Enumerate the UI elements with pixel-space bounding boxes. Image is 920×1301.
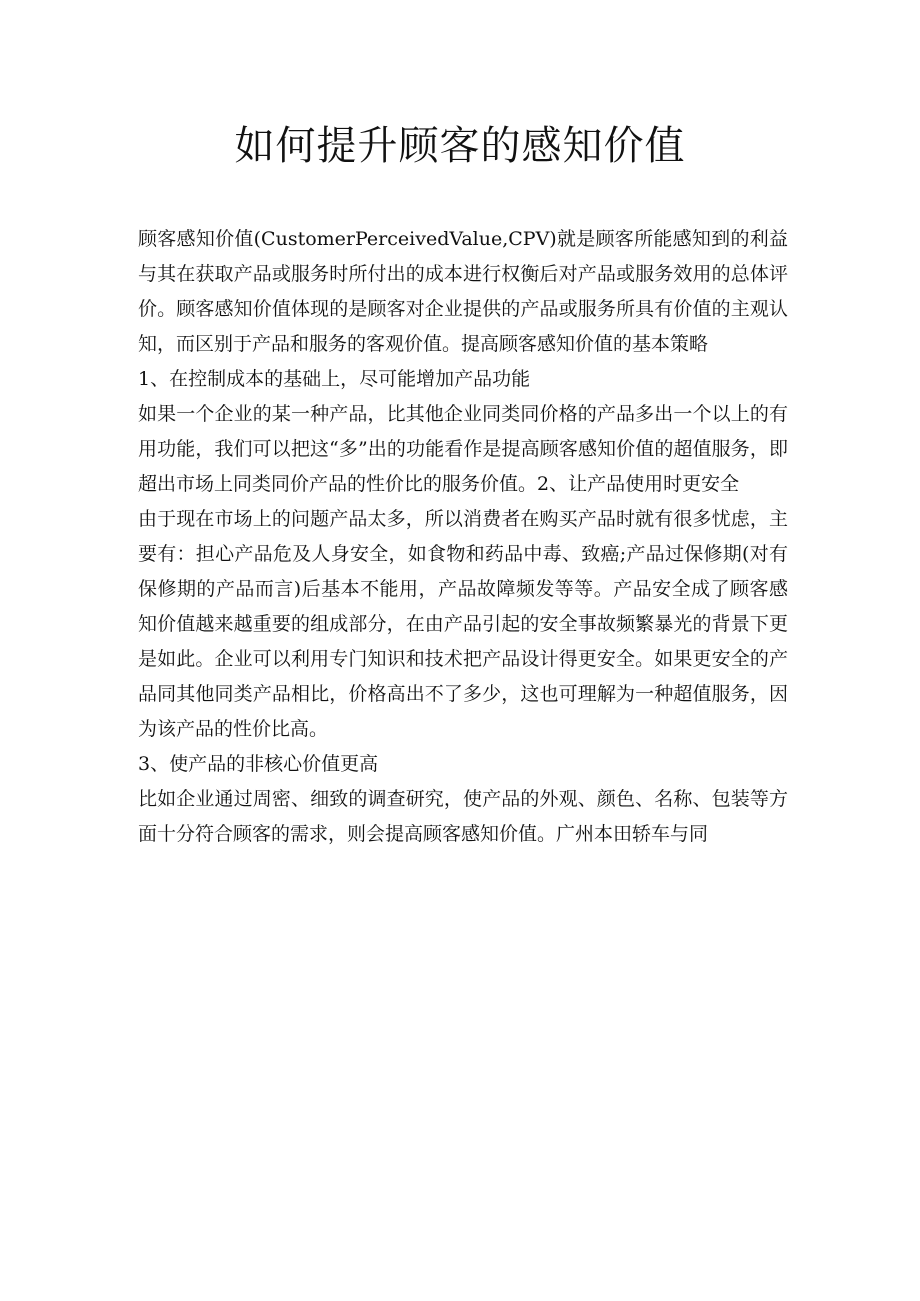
paragraph-intro: 顾客感知价值(CustomerPerceivedValue,CPV)就是顾客所能感知到的利益与其在获取产品或服务时所付出的成本进行权衡后对产品或服务效用的总体评价。顾客感知价值体现的是顾客对企业提供的产品或服务所具有价值的主观认知，而区别于产品和服务的客观价值。提高顾客感知价值的基本策略 xyxy=(138,228,788,355)
document-body xyxy=(138,222,788,852)
paragraph-noncore-value: 比如企业通过周密、细致的调查研究，使产品的外观、颜色、名称、包装等方面十分符合顾客的需求，则会提高顾客感知价值。广州本田轿车与同 xyxy=(138,788,788,845)
page-title: 如何提升顾客的感知价值 xyxy=(234,123,686,169)
section-heading-1: 1、在控制成本的基础上，尽可能增加产品功能 xyxy=(138,368,531,390)
paragraph-functions: 如果一个企业的某一种产品，比其他企业同类同价格的产品多出一个以上的有用功能，我们可以把这“多”出的功能看作是提高顾客感知价值的超值服务，即超出市场上同类同价产品的性价比的服务价值。2、让产品使用时更安全 xyxy=(138,403,788,495)
section-heading-3: 3、使产品的非核心价值更高 xyxy=(138,753,379,775)
paragraph-safety: 由于现在市场上的问题产品太多，所以消费者在购买产品时就有很多忧虑，主要有：担心产品危及人身安全，如食物和药品中毒、致癌;产品过保修期(对有保修期的产品而言)后基本不能用，产品故障频发等等。产品安全成了顾客感知价值越来越重要的组成部分，在由产品引起的安全事故频繁暴光的背景下更是如此。企业可以利用专门知识和技术把产品设计得更安全。如果更安全的产品同其他同类产品相比，价格高出不了多少，这也可理解为一种超值服务，因为该产品的性价比高。 xyxy=(138,508,788,740)
